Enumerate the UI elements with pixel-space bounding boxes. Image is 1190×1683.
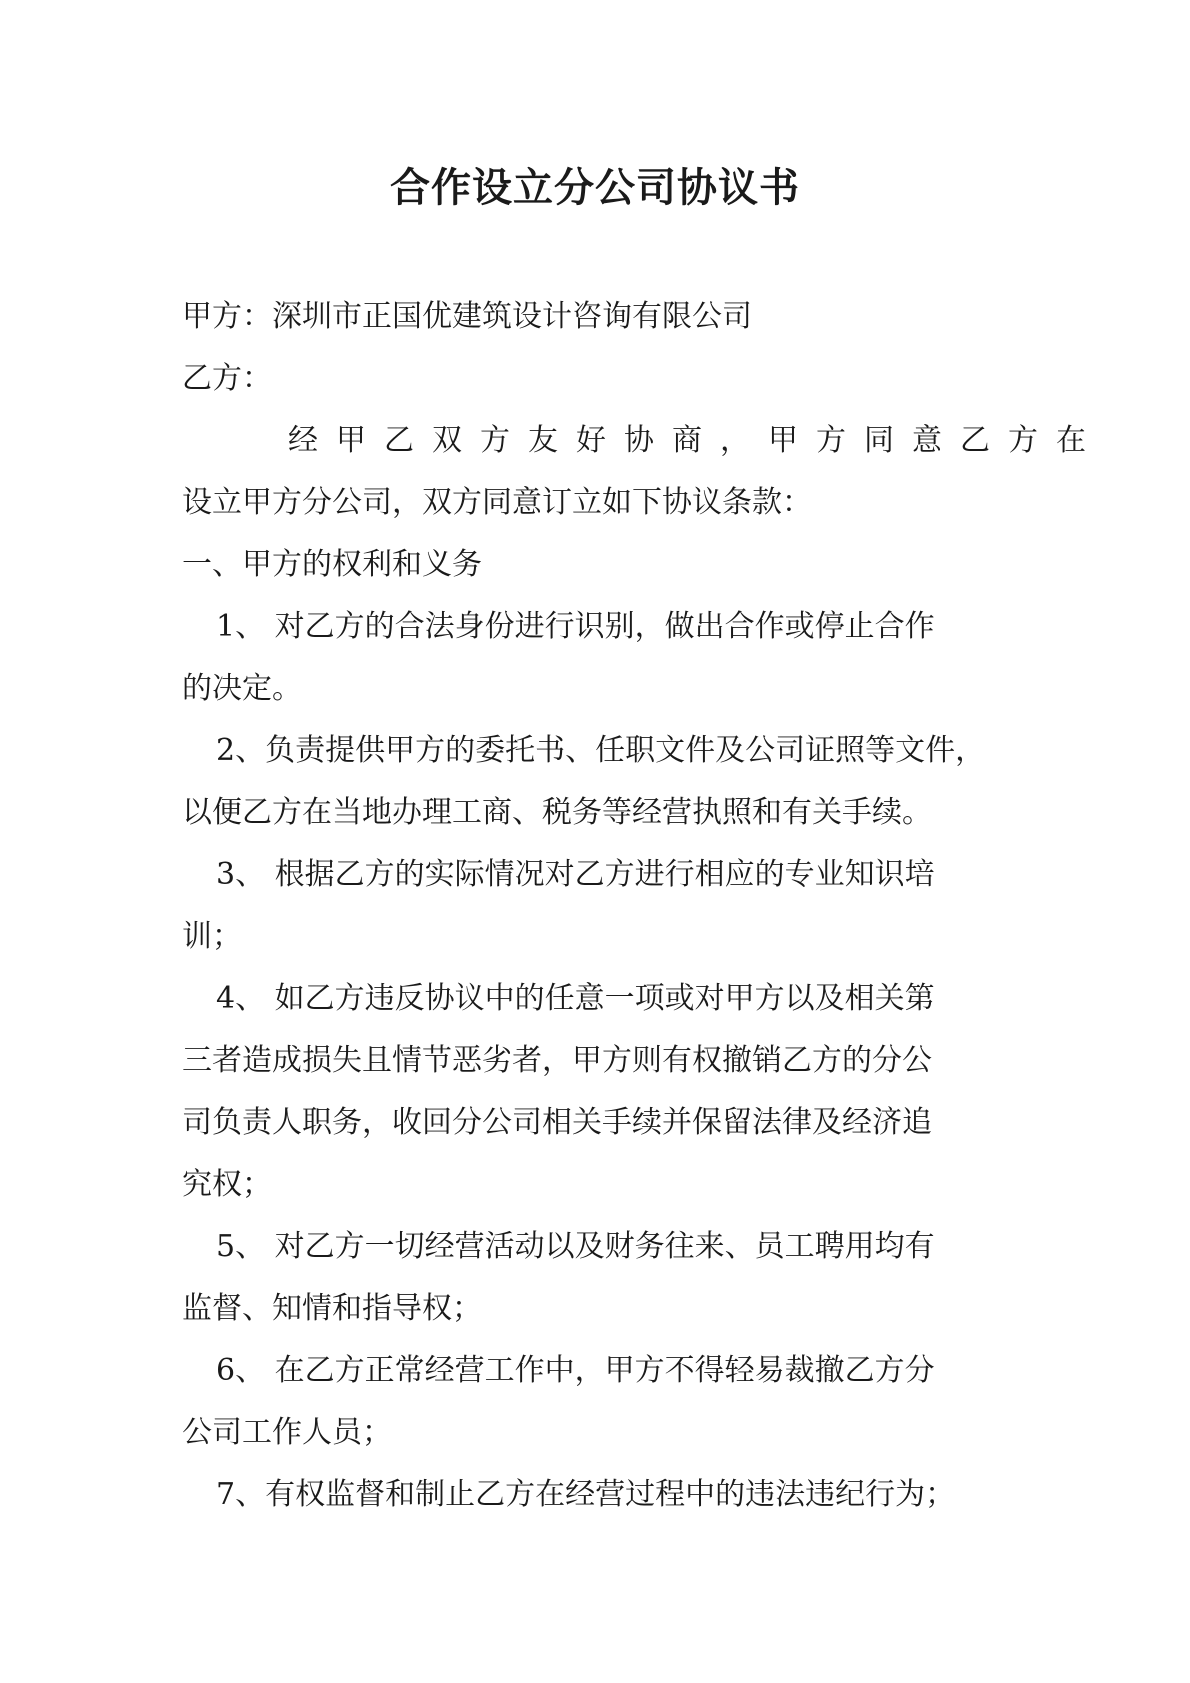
party-b-line: 乙方： (182, 361, 272, 396)
clause-4-line-4: 究权； (182, 1167, 272, 1202)
intro-line-2: 设立甲方分公司，双方同意订立如下协议条款： (182, 485, 812, 520)
clause-1-line-2: 的决定。 (182, 671, 302, 706)
intro-line-1: 经甲乙双方友好协商，甲方同意乙方在 (288, 423, 1104, 458)
clause-2-line-1: 2、负责提供甲方的委托书、任职文件及公司证照等文件， (216, 733, 986, 768)
clause-4-line-1: 4、 如乙方违反协议中的任意一项或对甲方以及相关第 (216, 981, 935, 1016)
clause-6-line-2: 公司工作人员； (182, 1415, 392, 1450)
clause-6-line-1: 6、 在乙方正常经营工作中，甲方不得轻易裁撤乙方分 (216, 1353, 935, 1388)
clause-4-line-3: 司负责人职务，收回分公司相关手续并保留法律及经济追 (182, 1105, 932, 1140)
clause-3-line-2: 训； (182, 919, 242, 954)
clause-4-line-2: 三者造成损失且情节恶劣者，甲方则有权撤销乙方的分公 (182, 1043, 932, 1078)
clause-5-line-2: 监督、知情和指导权； (182, 1291, 482, 1326)
clause-7-line-1: 7、有权监督和制止乙方在经营过程中的违法违纪行为； (216, 1477, 956, 1512)
document-title: 合作设立分公司协议书 (390, 164, 800, 211)
clause-5-line-1: 5、 对乙方一切经营活动以及财务往来、员工聘用均有 (216, 1229, 935, 1264)
clause-2-line-2: 以便乙方在当地办理工商、税务等经营执照和有关手续。 (182, 795, 932, 830)
clause-1-line-1: 1、 对乙方的合法身份进行识别，做出合作或停止合作 (216, 609, 935, 644)
document-body (182, 286, 1104, 1526)
section-heading: 一、甲方的权利和义务 (182, 547, 482, 582)
party-a-line: 甲方：深圳市正国优建筑设计咨询有限公司 (182, 299, 752, 334)
clause-3-line-1: 3、 根据乙方的实际情况对乙方进行相应的专业知识培 (216, 857, 935, 892)
